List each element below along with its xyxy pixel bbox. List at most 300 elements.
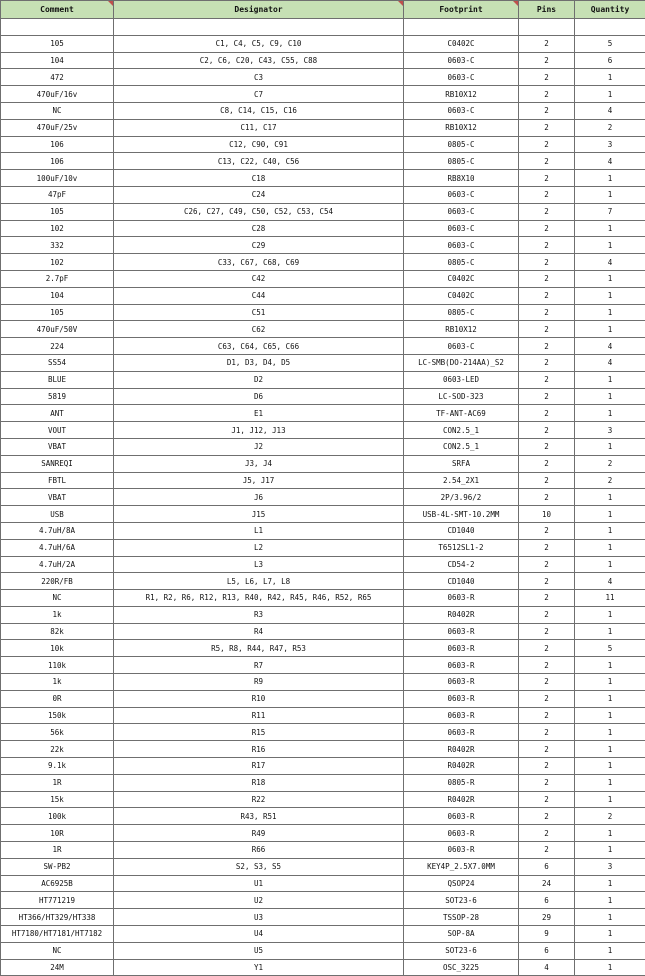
- cell-pins[interactable]: 2: [519, 52, 575, 69]
- cell-footprint[interactable]: TSSOP-28: [404, 909, 519, 926]
- cell-pins[interactable]: 2: [519, 170, 575, 187]
- cell-footprint[interactable]: 0805-C: [404, 136, 519, 153]
- cell-pins[interactable]: 2: [519, 405, 575, 422]
- cell-comment[interactable]: 10k: [1, 640, 114, 657]
- cell-footprint[interactable]: CON2.5_1: [404, 422, 519, 439]
- cell-comment[interactable]: SANREQI: [1, 455, 114, 472]
- cell-comment[interactable]: SS54: [1, 354, 114, 371]
- cell-comment[interactable]: AC6925B: [1, 875, 114, 892]
- cell-comment[interactable]: 106: [1, 136, 114, 153]
- cell-designator[interactable]: R1, R2, R6, R12, R13, R40, R42, R45, R46, R52, R65: [114, 590, 404, 607]
- cell-designator[interactable]: R4: [114, 623, 404, 640]
- cell-comment[interactable]: 4.7uH/8A: [1, 522, 114, 539]
- cell-pins[interactable]: 2: [519, 254, 575, 271]
- cell-designator[interactable]: L5, L6, L7, L8: [114, 573, 404, 590]
- cell-pins[interactable]: 2: [519, 472, 575, 489]
- cell-quantity[interactable]: 1: [575, 287, 645, 304]
- cell-pins[interactable]: 2: [519, 724, 575, 741]
- cell-quantity[interactable]: 1: [575, 371, 645, 388]
- cell-pins[interactable]: 29: [519, 909, 575, 926]
- cell-footprint[interactable]: 0603-R: [404, 640, 519, 657]
- cell-footprint[interactable]: 0603-R: [404, 590, 519, 607]
- cell-quantity[interactable]: 1: [575, 220, 645, 237]
- cell-quantity[interactable]: 2: [575, 119, 645, 136]
- cell-comment[interactable]: 150k: [1, 707, 114, 724]
- cell-comment[interactable]: 1R: [1, 842, 114, 859]
- cell-footprint[interactable]: R0402R: [404, 741, 519, 758]
- cell-footprint[interactable]: SOT23-6: [404, 942, 519, 959]
- cell-designator[interactable]: C13, C22, C40, C56: [114, 153, 404, 170]
- cell-designator[interactable]: C26, C27, C49, C50, C52, C53, C54: [114, 203, 404, 220]
- cell-pins[interactable]: 2: [519, 270, 575, 287]
- cell-footprint[interactable]: C0402C: [404, 35, 519, 52]
- cell-quantity[interactable]: 2: [575, 472, 645, 489]
- cell-designator[interactable]: C33, C67, C68, C69: [114, 254, 404, 271]
- cell-quantity[interactable]: 1: [575, 892, 645, 909]
- cell-quantity[interactable]: 2: [575, 808, 645, 825]
- cell-footprint[interactable]: SOT23-6: [404, 892, 519, 909]
- cell-designator[interactable]: J3, J4: [114, 455, 404, 472]
- cell-designator[interactable]: R17: [114, 758, 404, 775]
- cell-pins[interactable]: 2: [519, 136, 575, 153]
- cell-quantity[interactable]: 3: [575, 422, 645, 439]
- cell-footprint[interactable]: OSC_3225: [404, 959, 519, 976]
- cell-designator[interactable]: R43, R51: [114, 808, 404, 825]
- cell-designator[interactable]: R49: [114, 825, 404, 842]
- cell-comment[interactable]: 0R: [1, 690, 114, 707]
- cell-footprint[interactable]: RB8X10: [404, 170, 519, 187]
- cell-pins[interactable]: 2: [519, 522, 575, 539]
- cell-pins[interactable]: 2: [519, 539, 575, 556]
- cell-footprint[interactable]: 0603-C: [404, 186, 519, 203]
- cell-footprint[interactable]: CON2.5_1: [404, 438, 519, 455]
- cell-designator[interactable]: C29: [114, 237, 404, 254]
- cell-comment[interactable]: FBTL: [1, 472, 114, 489]
- cell-designator[interactable]: R16: [114, 741, 404, 758]
- cell-footprint[interactable]: 0603-R: [404, 674, 519, 691]
- cell-pins[interactable]: 9: [519, 926, 575, 943]
- cell-pins[interactable]: 6: [519, 892, 575, 909]
- cell-quantity[interactable]: 1: [575, 674, 645, 691]
- cell-comment[interactable]: NC: [1, 942, 114, 959]
- table-row: [1, 186, 645, 203]
- cell-footprint[interactable]: 0603-R: [404, 657, 519, 674]
- cell-pins[interactable]: 2: [519, 119, 575, 136]
- cell-comment[interactable]: 472: [1, 69, 114, 86]
- cell-quantity[interactable]: 1: [575, 791, 645, 808]
- cell-pins[interactable]: 2: [519, 657, 575, 674]
- cell-comment[interactable]: HT771219: [1, 892, 114, 909]
- cell-designator[interactable]: C12, C90, C91: [114, 136, 404, 153]
- cell-pins[interactable]: 2: [519, 825, 575, 842]
- cell-pins[interactable]: 10: [519, 506, 575, 523]
- cell-pins[interactable]: 2: [519, 590, 575, 607]
- cell-designator[interactable]: C24: [114, 186, 404, 203]
- column-header-designator[interactable]: [114, 1, 404, 19]
- cell-quantity[interactable]: 5: [575, 35, 645, 52]
- cell-footprint[interactable]: RB10X12: [404, 119, 519, 136]
- table-row: [1, 842, 645, 859]
- cell-footprint[interactable]: 0603-R: [404, 825, 519, 842]
- cell-footprint[interactable]: T6512SL1-2: [404, 539, 519, 556]
- cell-comment[interactable]: 105: [1, 304, 114, 321]
- cell-quantity[interactable]: 1: [575, 86, 645, 103]
- cell-pins[interactable]: 2: [519, 774, 575, 791]
- cell-quantity[interactable]: 4: [575, 573, 645, 590]
- cell-footprint[interactable]: C0402C: [404, 287, 519, 304]
- cell-footprint[interactable]: CD1040: [404, 573, 519, 590]
- cell-designator[interactable]: C51: [114, 304, 404, 321]
- cell-comment[interactable]: 2.7pF: [1, 270, 114, 287]
- cell-comment[interactable]: 15k: [1, 791, 114, 808]
- cell-pins[interactable]: 2: [519, 455, 575, 472]
- cell-pins[interactable]: 6: [519, 942, 575, 959]
- cell-pins[interactable]: 2: [519, 623, 575, 640]
- cell-footprint[interactable]: 0603-R: [404, 724, 519, 741]
- cell-comment[interactable]: 9.1k: [1, 758, 114, 775]
- cell-pins[interactable]: 2: [519, 388, 575, 405]
- cell-pins[interactable]: 2: [519, 640, 575, 657]
- cell-pins[interactable]: 2: [519, 237, 575, 254]
- cell-pins[interactable]: 2: [519, 808, 575, 825]
- cell-footprint[interactable]: 0805-C: [404, 304, 519, 321]
- cell-quantity[interactable]: 4: [575, 153, 645, 170]
- cell-footprint[interactable]: TF-ANT-AC69: [404, 405, 519, 422]
- cell-comment[interactable]: HT7180/HT7181/HT7182: [1, 926, 114, 943]
- cell-comment[interactable]: 56k: [1, 724, 114, 741]
- cell-quantity[interactable]: 1: [575, 606, 645, 623]
- cell-designator[interactable]: R10: [114, 690, 404, 707]
- cell-quantity[interactable]: 3: [575, 136, 645, 153]
- cell-comment[interactable]: 22k: [1, 741, 114, 758]
- cell-designator[interactable]: J15: [114, 506, 404, 523]
- cell-quantity[interactable]: 1: [575, 690, 645, 707]
- cell-quantity[interactable]: 11: [575, 590, 645, 607]
- cell-designator[interactable]: J6: [114, 489, 404, 506]
- cell-designator[interactable]: D1, D3, D4, D5: [114, 354, 404, 371]
- cell-designator[interactable]: C8, C14, C15, C16: [114, 102, 404, 119]
- cell-comment[interactable]: VBAT: [1, 438, 114, 455]
- cell-footprint[interactable]: 0603-LED: [404, 371, 519, 388]
- cell-quantity[interactable]: 6: [575, 52, 645, 69]
- cell-quantity[interactable]: 1: [575, 539, 645, 556]
- cell-quantity[interactable]: 1: [575, 774, 645, 791]
- cell-footprint[interactable]: R0402R: [404, 791, 519, 808]
- cell-comment[interactable]: NC: [1, 590, 114, 607]
- cell-footprint[interactable]: 0603-C: [404, 52, 519, 69]
- cell-designator[interactable]: R11: [114, 707, 404, 724]
- cell-designator[interactable]: S2, S3, S5: [114, 858, 404, 875]
- cell-designator[interactable]: Y1: [114, 959, 404, 976]
- cell-pins[interactable]: 2: [519, 438, 575, 455]
- cell-footprint[interactable]: RB10X12: [404, 86, 519, 103]
- table-row: [1, 422, 645, 439]
- cell-comment[interactable]: 110k: [1, 657, 114, 674]
- cell-designator[interactable]: C3: [114, 69, 404, 86]
- cell-pins[interactable]: 2: [519, 842, 575, 859]
- cell-designator[interactable]: R15: [114, 724, 404, 741]
- cell-quantity[interactable]: 1: [575, 237, 645, 254]
- cell-footprint[interactable]: RB10X12: [404, 321, 519, 338]
- cell-quantity[interactable]: 1: [575, 909, 645, 926]
- cell-comment[interactable]: 1k: [1, 674, 114, 691]
- cell-designator[interactable]: C62: [114, 321, 404, 338]
- cell-pins[interactable]: 2: [519, 86, 575, 103]
- cell-quantity[interactable]: 1: [575, 657, 645, 674]
- cell-designator[interactable]: J5, J17: [114, 472, 404, 489]
- cell-pins[interactable]: 2: [519, 186, 575, 203]
- table-row: [1, 19, 645, 36]
- cell-designator[interactable]: R66: [114, 842, 404, 859]
- cell-designator[interactable]: C44: [114, 287, 404, 304]
- cell-footprint[interactable]: 0603-C: [404, 220, 519, 237]
- cell-comment[interactable]: BLUE: [1, 371, 114, 388]
- cell-comment[interactable]: 24M: [1, 959, 114, 976]
- cell-footprint[interactable]: C0402C: [404, 270, 519, 287]
- cell-pins[interactable]: 2: [519, 203, 575, 220]
- cell-pins[interactable]: 2: [519, 338, 575, 355]
- cell-pins[interactable]: 2: [519, 791, 575, 808]
- cell-quantity[interactable]: 1: [575, 304, 645, 321]
- cell-pins[interactable]: 24: [519, 875, 575, 892]
- table-row: [1, 791, 645, 808]
- cell-pins[interactable]: 2: [519, 220, 575, 237]
- cell-designator[interactable]: J2: [114, 438, 404, 455]
- cell-comment[interactable]: 100k: [1, 808, 114, 825]
- cell-quantity[interactable]: 1: [575, 405, 645, 422]
- cell-designator[interactable]: R3: [114, 606, 404, 623]
- cell-quantity[interactable]: 1: [575, 438, 645, 455]
- cell-designator[interactable]: C28: [114, 220, 404, 237]
- cell-pins[interactable]: 2: [519, 606, 575, 623]
- cell-designator[interactable]: C18: [114, 170, 404, 187]
- cell-pins[interactable]: 2: [519, 674, 575, 691]
- cell-designator[interactable]: C2, C6, C20, C43, C55, C88: [114, 52, 404, 69]
- cell-quantity[interactable]: 4: [575, 254, 645, 271]
- cell-designator[interactable]: C1, C4, C5, C9, C10: [114, 35, 404, 52]
- cell-footprint[interactable]: 0603-R: [404, 842, 519, 859]
- cell-pins[interactable]: 2: [519, 321, 575, 338]
- cell-designator[interactable]: D2: [114, 371, 404, 388]
- cell-comment[interactable]: 332: [1, 237, 114, 254]
- cell-comment[interactable]: 4.7uH/2A: [1, 556, 114, 573]
- cell-quantity[interactable]: 1: [575, 758, 645, 775]
- cell-comment[interactable]: 106: [1, 153, 114, 170]
- cell-quantity[interactable]: 4: [575, 102, 645, 119]
- cell-designator[interactable]: R5, R8, R44, R47, R53: [114, 640, 404, 657]
- cell-quantity[interactable]: 1: [575, 707, 645, 724]
- cell-designator[interactable]: C11, C17: [114, 119, 404, 136]
- cell-comment[interactable]: 220R/FB: [1, 573, 114, 590]
- cell-pins[interactable]: 2: [519, 422, 575, 439]
- cell-pins[interactable]: 2: [519, 758, 575, 775]
- cell-footprint[interactable]: KEY4P_2.5X7.0MM: [404, 858, 519, 875]
- cell-pins[interactable]: 6: [519, 858, 575, 875]
- cell-designator[interactable]: R22: [114, 791, 404, 808]
- cell-pins[interactable]: 2: [519, 102, 575, 119]
- cell-footprint[interactable]: R0402R: [404, 606, 519, 623]
- cell-comment[interactable]: VBAT: [1, 489, 114, 506]
- cell-quantity[interactable]: 1: [575, 942, 645, 959]
- cell-pins[interactable]: [519, 19, 575, 36]
- table-row: [1, 623, 645, 640]
- cell-footprint[interactable]: 0603-R: [404, 707, 519, 724]
- cell-footprint[interactable]: 2.54_2X1: [404, 472, 519, 489]
- column-header-pins[interactable]: [519, 1, 575, 19]
- cell-designator[interactable]: U3: [114, 909, 404, 926]
- cell-quantity[interactable]: 1: [575, 69, 645, 86]
- table-row: [1, 707, 645, 724]
- cell-footprint[interactable]: 2P/3.96/2: [404, 489, 519, 506]
- cell-designator[interactable]: R18: [114, 774, 404, 791]
- cell-pins[interactable]: 2: [519, 556, 575, 573]
- cell-designator[interactable]: U4: [114, 926, 404, 943]
- cell-quantity[interactable]: 5: [575, 640, 645, 657]
- cell-pins[interactable]: 4: [519, 959, 575, 976]
- cell-comment[interactable]: HT366/HT329/HT338: [1, 909, 114, 926]
- cell-quantity[interactable]: 4: [575, 338, 645, 355]
- cell-designator[interactable]: L1: [114, 522, 404, 539]
- cell-comment[interactable]: 10R: [1, 825, 114, 842]
- cell-designator[interactable]: E1: [114, 405, 404, 422]
- cell-comment[interactable]: 1R: [1, 774, 114, 791]
- cell-quantity[interactable]: 1: [575, 741, 645, 758]
- cell-footprint[interactable]: 0603-C: [404, 203, 519, 220]
- cell-quantity[interactable]: 1: [575, 842, 645, 859]
- cell-quantity[interactable]: 3: [575, 858, 645, 875]
- cell-comment[interactable]: 5819: [1, 388, 114, 405]
- cell-footprint[interactable]: 0603-R: [404, 623, 519, 640]
- cell-pins[interactable]: 2: [519, 153, 575, 170]
- table-row: [1, 304, 645, 321]
- cell-comment[interactable]: 100uF/10v: [1, 170, 114, 187]
- column-header-footprint[interactable]: [404, 1, 519, 19]
- cell-quantity[interactable]: 1: [575, 556, 645, 573]
- cell-quantity[interactable]: 1: [575, 623, 645, 640]
- cell-pins[interactable]: 2: [519, 354, 575, 371]
- cell-footprint[interactable]: 0603-R: [404, 808, 519, 825]
- cell-comment[interactable]: SW-PB2: [1, 858, 114, 875]
- cell-footprint[interactable]: [404, 19, 519, 36]
- cell-footprint[interactable]: CD54-2: [404, 556, 519, 573]
- cell-comment[interactable]: 105: [1, 203, 114, 220]
- cell-quantity[interactable]: 1: [575, 825, 645, 842]
- cell-designator[interactable]: L2: [114, 539, 404, 556]
- table-row: [1, 438, 645, 455]
- cell-pins[interactable]: 2: [519, 741, 575, 758]
- cell-footprint[interactable]: 0805-R: [404, 774, 519, 791]
- cell-comment[interactable]: 104: [1, 287, 114, 304]
- cell-quantity[interactable]: 1: [575, 170, 645, 187]
- cell-footprint[interactable]: LC-SMB(DO-214AA)_S2: [404, 354, 519, 371]
- cell-quantity[interactable]: 1: [575, 506, 645, 523]
- cell-footprint[interactable]: 0603-R: [404, 690, 519, 707]
- cell-footprint[interactable]: SOP-8A: [404, 926, 519, 943]
- cell-designator[interactable]: C7: [114, 86, 404, 103]
- cell-footprint[interactable]: 0603-C: [404, 102, 519, 119]
- column-header-comment[interactable]: [1, 1, 114, 19]
- cell-designator[interactable]: C42: [114, 270, 404, 287]
- cell-footprint[interactable]: QSOP24: [404, 875, 519, 892]
- cell-pins[interactable]: 2: [519, 304, 575, 321]
- cell-pins[interactable]: 2: [519, 690, 575, 707]
- cell-designator[interactable]: U5: [114, 942, 404, 959]
- column-header-quantity[interactable]: [575, 1, 645, 19]
- cell-quantity[interactable]: 2: [575, 455, 645, 472]
- cell-quantity[interactable]: 1: [575, 489, 645, 506]
- cell-comment[interactable]: 470uF/25v: [1, 119, 114, 136]
- cell-quantity[interactable]: 1: [575, 926, 645, 943]
- cell-pins[interactable]: 2: [519, 573, 575, 590]
- cell-designator[interactable]: [114, 19, 404, 36]
- cell-quantity[interactable]: 1: [575, 321, 645, 338]
- cell-comment[interactable]: 224: [1, 338, 114, 355]
- cell-comment[interactable]: 102: [1, 254, 114, 271]
- cell-footprint[interactable]: 0603-C: [404, 69, 519, 86]
- cell-comment[interactable]: 104: [1, 52, 114, 69]
- cell-pins[interactable]: 2: [519, 69, 575, 86]
- cell-quantity[interactable]: 1: [575, 186, 645, 203]
- cell-footprint[interactable]: CD1040: [404, 522, 519, 539]
- cell-comment[interactable]: 47pF: [1, 186, 114, 203]
- cell-comment[interactable]: [1, 19, 114, 36]
- cell-comment[interactable]: USB: [1, 506, 114, 523]
- cell-comment[interactable]: 102: [1, 220, 114, 237]
- cell-designator[interactable]: D6: [114, 388, 404, 405]
- cell-comment[interactable]: 470uF/16v: [1, 86, 114, 103]
- cell-pins[interactable]: 2: [519, 35, 575, 52]
- cell-designator[interactable]: C63, C64, C65, C66: [114, 338, 404, 355]
- cell-designator[interactable]: U1: [114, 875, 404, 892]
- cell-pins[interactable]: 2: [519, 371, 575, 388]
- cell-quantity[interactable]: 1: [575, 724, 645, 741]
- cell-pins[interactable]: 2: [519, 707, 575, 724]
- cell-footprint[interactable]: 0603-C: [404, 237, 519, 254]
- cell-designator[interactable]: J1, J12, J13: [114, 422, 404, 439]
- cell-designator[interactable]: L3: [114, 556, 404, 573]
- cell-quantity[interactable]: 7: [575, 203, 645, 220]
- cell-comment[interactable]: VOUT: [1, 422, 114, 439]
- cell-quantity[interactable]: 4: [575, 354, 645, 371]
- cell-quantity[interactable]: 1: [575, 270, 645, 287]
- cell-footprint[interactable]: 0603-C: [404, 338, 519, 355]
- cell-pins[interactable]: 2: [519, 489, 575, 506]
- cell-comment[interactable]: 82k: [1, 623, 114, 640]
- cell-footprint[interactable]: 0805-C: [404, 254, 519, 271]
- cell-quantity[interactable]: 1: [575, 959, 645, 976]
- cell-comment[interactable]: NC: [1, 102, 114, 119]
- cell-designator[interactable]: R9: [114, 674, 404, 691]
- cell-quantity[interactable]: 1: [575, 522, 645, 539]
- table-row: [1, 606, 645, 623]
- cell-comment[interactable]: 470uF/50V: [1, 321, 114, 338]
- cell-comment[interactable]: 1k: [1, 606, 114, 623]
- cell-pins[interactable]: 2: [519, 287, 575, 304]
- cell-comment[interactable]: 4.7uH/6A: [1, 539, 114, 556]
- cell-comment[interactable]: ANT: [1, 405, 114, 422]
- cell-footprint[interactable]: LC-SOD-323: [404, 388, 519, 405]
- cell-footprint[interactable]: 0805-C: [404, 153, 519, 170]
- cell-footprint[interactable]: SRFA: [404, 455, 519, 472]
- cell-quantity[interactable]: [575, 19, 645, 36]
- cell-footprint[interactable]: USB-4L-SMT-10.2MM: [404, 506, 519, 523]
- cell-comment[interactable]: 105: [1, 35, 114, 52]
- cell-designator[interactable]: R7: [114, 657, 404, 674]
- cell-quantity[interactable]: 1: [575, 875, 645, 892]
- cell-designator[interactable]: U2: [114, 892, 404, 909]
- cell-footprint[interactable]: R0402R: [404, 758, 519, 775]
- cell-quantity[interactable]: 1: [575, 388, 645, 405]
